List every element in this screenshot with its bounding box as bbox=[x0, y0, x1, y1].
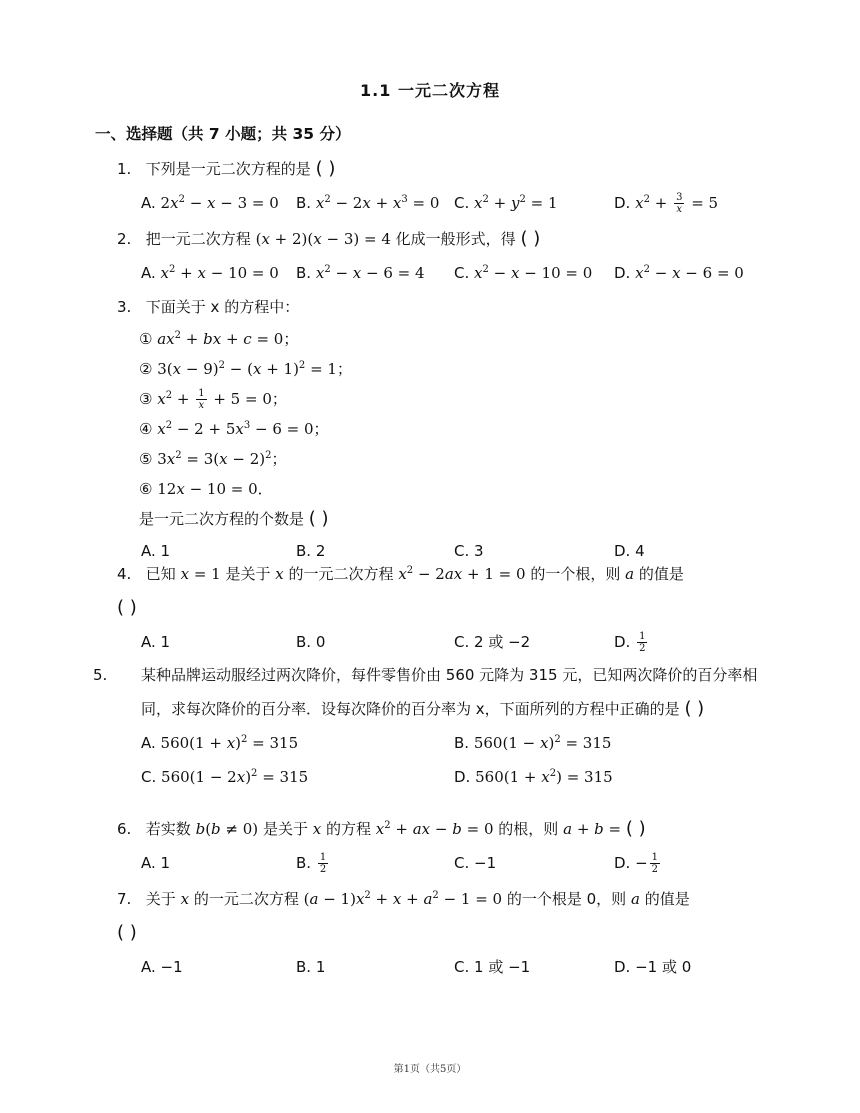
option-a[interactable]: A. 1 bbox=[141, 854, 171, 872]
question-number: 6. bbox=[117, 820, 132, 838]
question-number: 1. bbox=[117, 160, 132, 178]
option-d[interactable]: D. − $\frac{1}{2}$ bbox=[614, 852, 659, 875]
option-d[interactable]: D. $x^2$ + $\frac{3}{x}$ = 5 bbox=[614, 192, 719, 215]
option-b[interactable]: B. 1 bbox=[296, 958, 326, 976]
option-d[interactable]: D. $560(1 + x^2) = 315$ bbox=[454, 768, 613, 786]
option-a[interactable]: A. 1 bbox=[141, 542, 171, 560]
question-number: 2. bbox=[117, 230, 132, 248]
answer-blank: ( ) bbox=[315, 158, 336, 179]
question-5: 5. 某种品牌运动服经过两次降价，每件零售价由 560 元降为 315 元，已知两次降价的百分率相同，求每次降价的百分率．设每次降价的百分率为 x，下面所列的方程中正确的是 ( ) A. $560(1 + x)^2 = 315$ B. $560(1 - x)^2 = 315$ C. $560(1 - 2x)^2 = 315$ D. $560(1 + x^2) = 315$ bbox=[117, 658, 767, 794]
option-d[interactable]: D. $\frac{1}{2}$ bbox=[614, 631, 646, 654]
equation-item: ⑥ 12x − 10 = 0． bbox=[139, 480, 273, 498]
question-number: 4. bbox=[117, 565, 132, 583]
option-a[interactable]: A. 1 bbox=[141, 633, 171, 651]
option-b[interactable]: B. $x^2 - x - 6 = 4$ bbox=[296, 264, 425, 282]
question-6: 6. 若实数 b(b ≠ 0) 是关于 x 的方程 $x^2$ + ax − b = 0 的根，则 a + b = ( ) A. 1 B. $\frac{1}{2}$ C. −1 D. − $\frac{1}{2}$ bbox=[117, 812, 767, 880]
question-2: 2. 把一元二次方程 (x + 2)(x − 3) = 4 化成一般形式，得 ( ) A. $x^2 + x - 10 = 0$ B. $x^2 - x - 6 = 4$ C. $x^2 - x - 10 = 0$ D. $x^2 - x - 6 = 0$ bbox=[117, 222, 767, 290]
answer-blank: ( ) bbox=[625, 818, 646, 839]
equation-item: ④ $x^2 - 2 + 5x^3 - 6 = 0$； bbox=[139, 420, 329, 438]
option-c[interactable]: C. $560(1 - 2x)^2 = 315$ bbox=[141, 768, 309, 786]
answer-blank: ( ) bbox=[117, 922, 137, 943]
option-c[interactable]: C. $x^2 - x - 10 = 0$ bbox=[454, 264, 593, 282]
equation-item: ① $ax^2$ + bx + c = 0； bbox=[139, 330, 299, 348]
answer-blank: ( ) bbox=[684, 698, 705, 719]
option-d[interactable]: D. $x^2 - x - 6 = 0$ bbox=[614, 264, 744, 282]
option-c[interactable]: C. 1 或 −1 bbox=[454, 958, 531, 976]
answer-blank: ( ) bbox=[520, 228, 541, 249]
equation-item: ③ $x^2$ + $\frac{1}{x}$ + 5 = 0； bbox=[139, 388, 287, 411]
options bbox=[141, 256, 767, 290]
question-number: 3. bbox=[117, 298, 132, 316]
section-heading: 一、选择题（共 7 小题；共 35 分） bbox=[95, 125, 351, 143]
option-b[interactable]: B. 0 bbox=[296, 633, 326, 651]
answer-blank: ( ) bbox=[117, 597, 137, 618]
option-c[interactable]: C. $x^2 + y^2 = 1$ bbox=[454, 194, 558, 212]
options bbox=[141, 950, 767, 984]
option-d[interactable]: D. −1 或 0 bbox=[614, 958, 692, 976]
options bbox=[141, 186, 767, 220]
option-c[interactable]: C. 2 或 −2 bbox=[454, 633, 531, 651]
option-a[interactable]: A. −1 bbox=[141, 958, 183, 976]
option-b[interactable]: B. $\frac{1}{2}$ bbox=[296, 852, 327, 875]
option-b[interactable]: B. 2 bbox=[296, 542, 326, 560]
equation-item: ② $3(x - 9)^2 - (x + 1)^2 = 1$； bbox=[139, 360, 352, 378]
option-b[interactable]: B. $560(1 - x)^2 = 315$ bbox=[454, 734, 612, 752]
page-title: 1.1 一元二次方程 bbox=[360, 81, 500, 100]
question-number: 7. bbox=[117, 890, 132, 908]
question-stem: 下列是一元二次方程的是 bbox=[145, 160, 311, 178]
option-c[interactable]: C. −1 bbox=[454, 854, 497, 872]
option-a[interactable]: A. $560(1 + x)^2 = 315$ bbox=[141, 734, 299, 752]
options bbox=[141, 846, 767, 880]
question-4: 4. 已知 x = 1 是关于 x 的一元二次方程 $x^2 - 2ax + 1 = 0$ 的一个根，则 a 的值是 ( ) A. 1 B. 0 C. 2 或 −2 D. $\frac{1}{2}$ bbox=[117, 557, 767, 659]
option-d[interactable]: D. 4 bbox=[614, 542, 645, 560]
answer-blank: ( ) bbox=[308, 508, 329, 529]
option-c[interactable]: C. 3 bbox=[454, 542, 484, 560]
options bbox=[141, 625, 767, 659]
page-footer: 第1页（共5页） bbox=[393, 1064, 467, 1075]
question-1 bbox=[117, 152, 767, 220]
equation-item: ⑤ $3x^2 = 3(x - 2)^2$； bbox=[139, 450, 287, 468]
options bbox=[141, 726, 767, 760]
question-3: 3. 下面关于 x 的方程中： ① $ax^2$ + bx + c = 0； ② $3(x - 9)^2 - (x + 1)^2 = 1$； ③ $x^2$ + $\frac{1}{x}$ + 5 = 0； ④ $x^2 - 2 + 5x^3 - 6 = 0$； ⑤ $3x^2 = 3(x - 2)^2$； ⑥ 12x − 10 = 0． 是一元二次方程的个数是 ( ) A. 1 B. 2 C. 3 D. 4 bbox=[117, 290, 767, 568]
option-b[interactable]: B. $x^2 - 2x + x^3 = 0$ bbox=[296, 194, 440, 212]
question-7: 7. 关于 x 的一元二次方程 $(a - 1)x^2 + x + a^2 - 1 = 0$ 的一个根是 0，则 a 的值是 ( ) A. −1 B. 1 C. 1 或 −1 D. −1 或 0 bbox=[117, 882, 767, 984]
option-a[interactable]: A. $2x^2 - x - 3 = 0$ bbox=[141, 194, 279, 212]
options bbox=[141, 760, 767, 794]
question-number: 5. bbox=[93, 666, 108, 684]
option-a[interactable]: A. $x^2 + x - 10 = 0$ bbox=[141, 264, 279, 282]
